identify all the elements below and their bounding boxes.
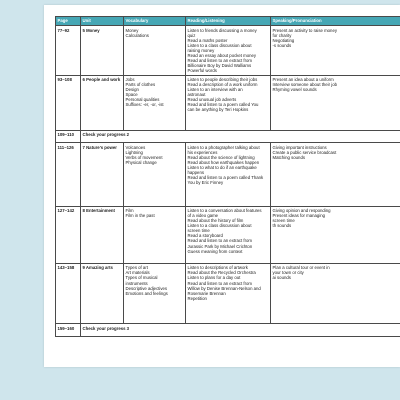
speaking-item: your town or city xyxy=(272,270,304,276)
page-range: 159–160 xyxy=(56,324,81,336)
reading-item: quiz xyxy=(187,32,196,38)
speaking-item: Plan a cultural tour or event in xyxy=(272,265,330,271)
speaking-item: th sounds xyxy=(272,223,292,229)
reading-item: Read unusual job adverts xyxy=(187,97,237,103)
reading-item: Listen to what to do if an earthquake xyxy=(187,164,257,170)
reading-item: Read about the history of film xyxy=(187,218,244,224)
reading-item: Repetition xyxy=(187,295,207,301)
reading-item: Listen to a conversation about features xyxy=(187,207,262,213)
vocabulary-item: Design xyxy=(125,86,139,92)
unit-row xyxy=(56,26,400,75)
reading-item: Read an essay about pocket money xyxy=(187,53,257,59)
reading-item: Listen to a photographer talking about xyxy=(187,144,260,150)
reading-item: of a video game xyxy=(187,213,219,218)
reading-item: astronaut xyxy=(187,92,206,98)
speaking-item: Present ideas for managing xyxy=(272,213,326,218)
unit-title: 7 Nature's power xyxy=(81,143,124,206)
unit-row xyxy=(56,264,400,324)
speaking-item: Interview someone about their job xyxy=(272,81,337,87)
reading-item: Read and listen to an extract from xyxy=(187,238,252,244)
reading-item: Read and listen to an extract from xyxy=(187,280,252,286)
reading-item: Listen to a class discussion about xyxy=(187,42,252,48)
reading-item: Willow by Denise Brennan-Nelson and xyxy=(187,285,261,291)
check-progress-label: Check your progress 2 xyxy=(81,130,400,142)
reading-item: Read a description of a work uniform xyxy=(187,81,258,87)
vocabulary-item: Parts of clothes xyxy=(125,81,156,87)
vocabulary-item: Calculations xyxy=(125,32,149,38)
page-range: 109–110 xyxy=(56,130,81,142)
vocabulary-cell xyxy=(124,75,186,130)
unit-row xyxy=(56,143,400,206)
header-page: Page xyxy=(56,17,81,26)
speaking-cell xyxy=(271,264,400,324)
reading-listening-cell xyxy=(186,75,271,130)
reading-item: screen time xyxy=(187,228,210,234)
vocabulary-item: Physical change xyxy=(125,159,157,165)
speaking-cell xyxy=(271,143,400,206)
vocabulary-item: Descriptive adjectives xyxy=(125,285,168,291)
unit-title: 6 People and work xyxy=(81,75,124,130)
speaking-item: for charity xyxy=(272,32,292,38)
speaking-item: Giving opinion and responding xyxy=(272,207,331,213)
reading-item: Listen to friends discussing a money xyxy=(187,27,257,33)
header-speaking-pronunciation: Speaking/Pronunciation xyxy=(271,17,400,26)
reading-listening-cell xyxy=(186,264,271,324)
scope-and-sequence-table xyxy=(55,16,400,337)
reading-listening-cell xyxy=(186,26,271,75)
page-range: 127–142 xyxy=(56,206,81,263)
reading-item: You by Eric Finney xyxy=(187,180,224,186)
reading-item: can be anything by Teri Hopkins xyxy=(187,107,249,113)
reading-item: Rosemarie Brennan xyxy=(187,290,226,296)
speaking-cell xyxy=(271,26,400,75)
header-vocabulary: Vocabulary xyxy=(124,17,186,26)
vocabulary-item: Types of art xyxy=(125,265,148,271)
reading-item: happens xyxy=(187,170,204,175)
unit-row xyxy=(56,75,400,130)
page-range: 93–108 xyxy=(56,75,81,130)
page-range: 77–92 xyxy=(56,26,81,75)
vocabulary-item: Volcanoes xyxy=(125,144,146,150)
speaking-item: screen time xyxy=(272,218,295,224)
page-range: 111–126 xyxy=(56,143,81,206)
vocabulary-item: Emotions and feelings xyxy=(125,290,168,296)
unit-title: 9 Amazing arts xyxy=(81,264,124,324)
unit-title: 8 Entertainment xyxy=(81,206,124,263)
reading-item: Read and listen to a poem called Thank xyxy=(187,175,264,181)
unit-title: 5 Money xyxy=(81,26,124,75)
vocabulary-cell xyxy=(124,143,186,206)
check-progress-label: Check your progress 3 xyxy=(81,324,400,336)
page-sheet xyxy=(44,5,400,367)
speaking-cell xyxy=(271,206,400,263)
reading-item: Listen to plans for a day out xyxy=(187,275,241,281)
reading-item: Powerful words xyxy=(187,68,217,74)
reading-item: Listen to a class discussion about xyxy=(187,223,252,229)
vocabulary-item: Verbs of movement xyxy=(125,154,163,160)
vocabulary-cell xyxy=(124,264,186,324)
table-body xyxy=(56,26,400,336)
speaking-item: ai sounds xyxy=(272,275,291,281)
vocabulary-item: instruments xyxy=(125,280,148,286)
vocabulary-item: Personal qualities xyxy=(125,97,160,103)
speaking-item: Create a public service broadcast xyxy=(272,149,337,155)
reading-item: Guess meaning from context xyxy=(187,248,243,254)
reading-item: Listen to an interview with an xyxy=(187,86,243,92)
table-header-row xyxy=(56,17,400,26)
speaking-cell xyxy=(271,75,400,130)
vocabulary-item: Art materials xyxy=(125,270,150,276)
reading-item: Read and listen to a poem called You xyxy=(187,102,259,108)
vocabulary-item: Jobs xyxy=(125,76,135,82)
reading-item: his experiences xyxy=(187,149,218,155)
reading-item: Read about how earthquakes happen xyxy=(187,159,260,165)
reading-item: Jurassic Park by Michael Crichton xyxy=(187,243,253,249)
vocabulary-item: Suffixes: -er, -or, -ist xyxy=(125,102,164,108)
speaking-item: Giving important instructions xyxy=(272,144,327,150)
speaking-item: Present an idea about a uniform xyxy=(272,76,334,82)
check-progress-row xyxy=(56,130,400,142)
vocabulary-item: Money xyxy=(125,27,139,33)
reading-item: Read and listen to an extract from xyxy=(187,58,252,64)
vocabulary-item: Types of musical xyxy=(125,275,158,281)
reading-listening-cell xyxy=(186,206,271,263)
vocabulary-item: Lightning xyxy=(125,149,143,155)
reading-listening-cell xyxy=(186,143,271,206)
speaking-item: Rhyming vowel sounds xyxy=(272,86,317,92)
reading-item: Billionaire Boy by David Walliams xyxy=(187,63,252,69)
speaking-item: Present an activity to raise money xyxy=(272,27,337,33)
vocabulary-cell xyxy=(124,26,186,75)
reading-item: Read a storyboard xyxy=(187,233,223,239)
speaking-item: Negotiating xyxy=(272,37,295,43)
vocabulary-item: Film xyxy=(125,207,134,213)
reading-item: Read about the Recycled Orchestra xyxy=(187,270,256,276)
reading-item: Listen to people describing their jobs xyxy=(187,76,258,82)
page-range: 143–158 xyxy=(56,264,81,324)
speaking-item: Matching sounds xyxy=(272,154,305,160)
header-unit: Unit xyxy=(81,17,124,26)
vocabulary-cell xyxy=(124,206,186,263)
vocabulary-item: Film in the past xyxy=(125,213,155,218)
reading-item: raising money xyxy=(187,47,215,53)
vocabulary-item: Space xyxy=(125,92,138,98)
reading-item: Listen to descriptions of artwork xyxy=(187,265,248,271)
header-reading-listening: Reading/Listening xyxy=(186,17,271,26)
speaking-item: -s sounds xyxy=(272,42,292,48)
reading-item: Read a maths poster xyxy=(187,37,228,43)
unit-row xyxy=(56,206,400,263)
reading-item: Read about the science of lightning xyxy=(187,154,255,160)
check-progress-row xyxy=(56,324,400,336)
